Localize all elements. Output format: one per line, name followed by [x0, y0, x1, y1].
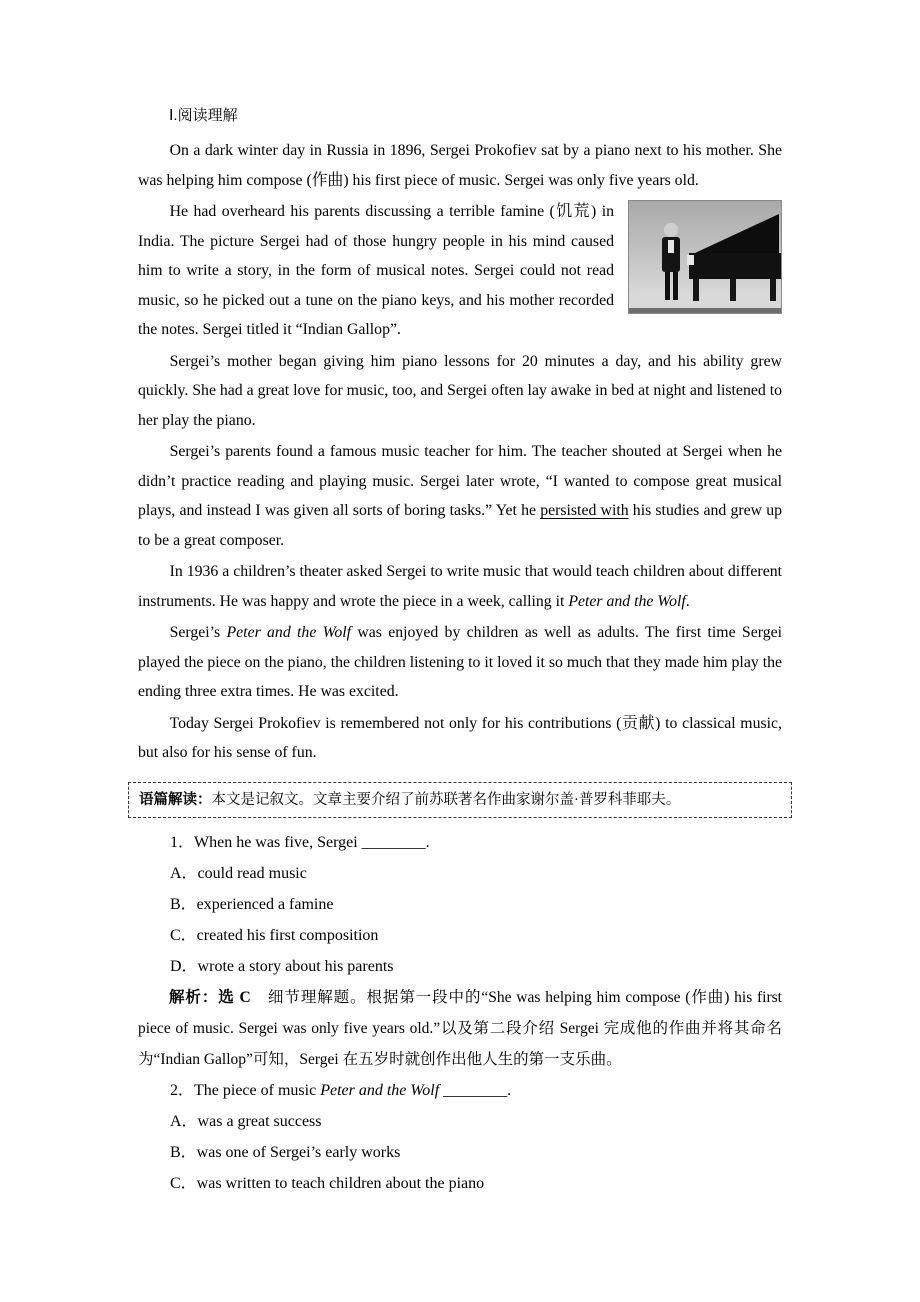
- passage-text-7: Today Sergei Prokofiev is remembered not only for his contributions (贡献) to classical music, but also for his sense of fun.: [138, 714, 782, 761]
- question-1-stem-text: 1．When he was five, Sergei ________.: [170, 833, 430, 851]
- question-1-analysis: [138, 982, 782, 1075]
- passage-paragraph-3: [138, 347, 782, 436]
- question-1-option-a: A．could read music: [170, 864, 307, 882]
- section-title: Ⅰ.阅读理解: [169, 107, 238, 124]
- piano-photo-graphic: [629, 201, 781, 313]
- question-1-stem: [138, 827, 782, 858]
- question-2-option-b: B．was one of Sergei’s early works: [170, 1143, 401, 1161]
- work-title-italic-2: Peter and the Wolf: [226, 624, 352, 641]
- passage-text-4b: his studies and grew up to be a great composer.: [138, 502, 783, 549]
- passage-text-6a: Sergei’s: [169, 624, 227, 641]
- analysis-text: 细节理解题。根据第一段中的“She was helping him compose (作曲) his first piece of music. Sergei was only five years old.”以及第二段介绍 Sergei 完成他的作曲并将其命名为“Indian Gallop”可知，Sergei 在五岁时就创作出他人生的第一支乐曲。: [138, 988, 782, 1068]
- passage-paragraph-5: [138, 557, 782, 616]
- question-2-stem: [138, 1075, 782, 1106]
- passage-text-2: He had overheard his parents discussing a terrible famine (饥荒) in India. The picture Sergei had of those hungry people in his mind caused him to write a story, in the form of musical notes. Sergei could not read music, so he picked out a tune on the piano keys, and his mother recorded the notes. Sergei titled it “Indian Gallop”.: [138, 203, 614, 338]
- passage-text-4a: Sergei’s parents found a famous music teacher for him. The teacher shouted at Sergei when he didn’t practice reading and playing music. Sergei later wrote, “I wanted to compose great musical plays, and instead I was given all sorts of boring tasks.” Yet he: [138, 443, 782, 519]
- passage-paragraph-7: [138, 709, 782, 768]
- question-2-option-a: A．was a great success: [170, 1112, 322, 1130]
- question-2-option-c: C．was written to teach children about the piano: [170, 1174, 485, 1192]
- passage-summary-box: [128, 782, 792, 818]
- passage-text-6b: was enjoyed by children as well as adults. The first time Sergei played the piece on the piano, the children listening to it loved it so much that they made him play the ending three extra times. He was excited.: [138, 624, 782, 700]
- analysis-label: 解析：选 C: [169, 988, 251, 1006]
- summary-label: 语篇解读：: [139, 791, 212, 808]
- question-1-option-c: C．created his first composition: [170, 926, 379, 944]
- prokofiev-piano-photo: [628, 200, 782, 314]
- summary-text: 本文是记叙文。文章主要介绍了前苏联著名作曲家谢尔盖·普罗科菲耶夫。: [211, 791, 681, 808]
- passage-paragraph-6: [138, 618, 782, 707]
- underlined-phrase: persisted with: [540, 502, 629, 519]
- passage-text-1: On a dark winter day in Russia in 1896, Sergei Prokofiev sat by a piano next to his mother. She was helping him compose (作曲) his first piece of music. Sergei was only five years old.: [138, 142, 782, 189]
- passage-text-3: Sergei’s mother began giving him piano lessons for 20 minutes a day, and his ability grew quickly. She had a great love for music, too, and Sergei often lay awake in bed at night and listened to her play the piano.: [138, 352, 782, 429]
- passage-text-5a: In 1936 a children’s theater asked Sergei to write music that would teach children about different instruments. He was happy and wrote the piece in a week, calling it: [138, 563, 782, 610]
- question-1-option-b: B．experienced a famine: [170, 895, 334, 913]
- question-2-stem-italic: Peter and the Wolf: [320, 1081, 440, 1099]
- passage-paragraph-4: [138, 437, 782, 555]
- passage-paragraph-1: [138, 136, 782, 195]
- question-2-stem-b: ________.: [439, 1081, 512, 1099]
- passage-paragraph-2: [138, 197, 782, 345]
- passage-text-5b: .: [685, 592, 690, 610]
- question-2-stem-a: 2．The piece of music: [170, 1081, 321, 1099]
- question-1-option-d: D．wrote a story about his parents: [170, 957, 394, 975]
- work-title-italic: Peter and the Wolf: [568, 592, 686, 610]
